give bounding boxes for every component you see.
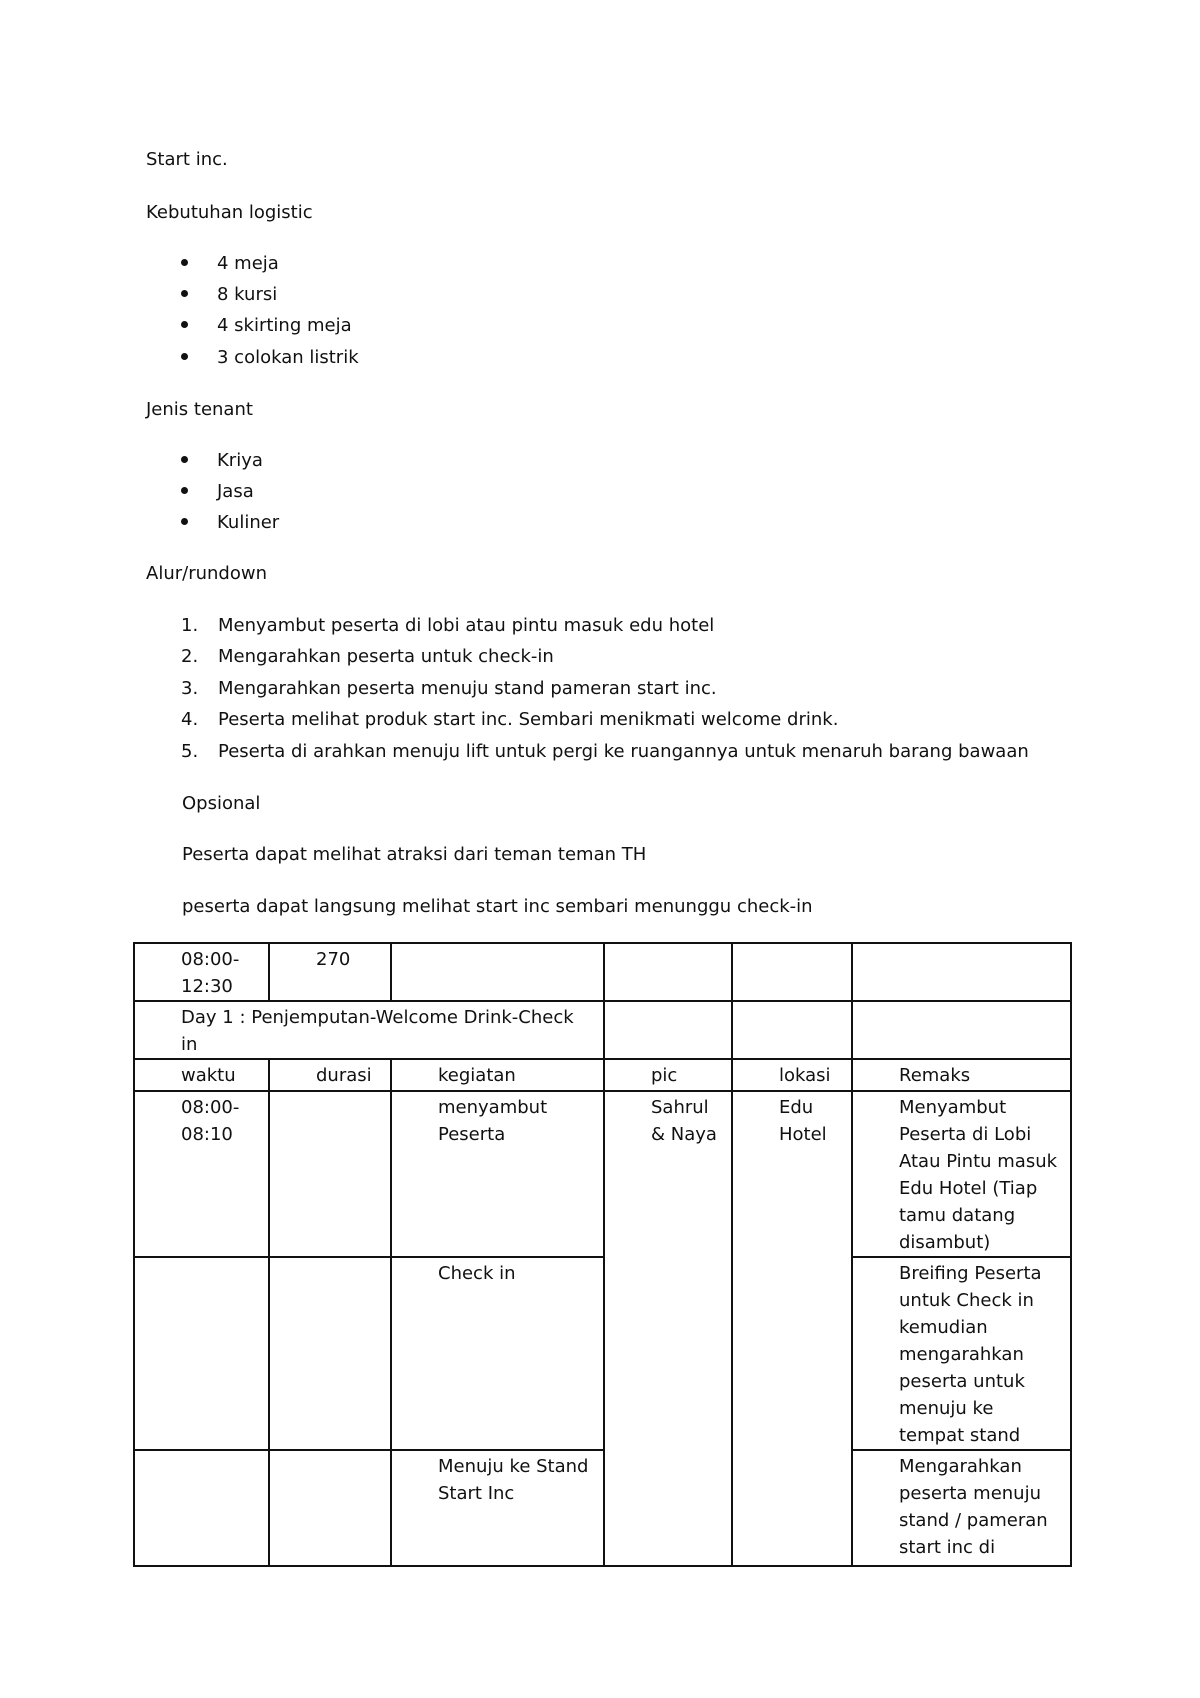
table-header-row	[134, 1059, 1071, 1091]
logistic-item: 3 colokan listrik	[181, 346, 359, 370]
table-day-row	[134, 1001, 1071, 1059]
bullet-icon	[181, 353, 188, 360]
cell-durasi	[269, 1091, 391, 1257]
logistic-heading: Kebutuhan logistic	[146, 202, 313, 223]
cell-remaks: Breifing Peserta untuk Check in kemudian mengarahkan peserta untuk menuju ke tempat stand	[852, 1257, 1071, 1450]
day-title-cell: Day 1 : Penjemputan-Welcome Drink-Check in	[134, 1001, 604, 1059]
header-pic: pic	[604, 1059, 732, 1091]
doc-title: Start inc.	[146, 149, 228, 170]
table-row	[134, 1257, 1071, 1450]
tenant-item: Kriya	[181, 449, 263, 473]
cell-durasi	[269, 1257, 391, 1450]
cell-kegiatan: Menuju ke Stand Start Inc	[391, 1450, 604, 1566]
header-durasi: durasi	[269, 1059, 391, 1091]
header-lokasi: lokasi	[732, 1059, 852, 1091]
top-duration-cell: 270	[269, 943, 391, 1001]
tenant-item: Kuliner	[181, 511, 279, 535]
table-top-row	[134, 943, 1071, 1001]
bullet-icon	[181, 259, 188, 266]
table-row	[134, 1450, 1071, 1566]
bullet-icon	[181, 456, 188, 463]
rundown-step: 5. Peserta di arahkan menuju lift untuk pergi ke ruangannya untuk menaruh barang bawaan	[181, 741, 1029, 762]
optional-heading: Opsional	[182, 793, 261, 814]
header-kegiatan: kegiatan	[391, 1059, 604, 1091]
empty-cell	[852, 1001, 1071, 1059]
bullet-icon	[181, 487, 188, 494]
rundown-table	[133, 942, 1072, 1567]
cell-kegiatan: menyambut Peserta	[391, 1091, 604, 1257]
rundown-step: 2. Mengarahkan peserta untuk check-in	[181, 646, 554, 667]
logistic-item: 8 kursi	[181, 283, 277, 307]
bullet-icon	[181, 290, 188, 297]
rundown-step: 4. Peserta melihat produk start inc. Sembari menikmati welcome drink.	[181, 709, 839, 730]
cell-waktu	[134, 1450, 269, 1566]
header-waktu: waktu	[134, 1059, 269, 1091]
bullet-icon	[181, 321, 188, 328]
cell-durasi	[269, 1450, 391, 1566]
header-remaks: Remaks	[852, 1059, 1071, 1091]
tenant-heading: Jenis tenant	[146, 399, 253, 420]
cell-lokasi: Edu Hotel	[732, 1091, 852, 1566]
empty-cell	[391, 943, 604, 1001]
empty-cell	[604, 943, 732, 1001]
logistic-item: 4 meja	[181, 252, 279, 276]
empty-cell	[732, 943, 852, 1001]
table-row	[134, 1091, 1071, 1257]
cell-remaks: Menyambut Peserta di Lobi Atau Pintu masuk Edu Hotel (Tiap tamu datang disambut)	[852, 1091, 1071, 1257]
cell-kegiatan: Check in	[391, 1257, 604, 1450]
empty-cell	[852, 943, 1071, 1001]
rundown-step: 1. Menyambut peserta di lobi atau pintu masuk edu hotel	[181, 615, 715, 636]
rundown-heading: Alur/rundown	[146, 563, 267, 584]
cell-remaks: Mengarahkan peserta menuju stand / pameran start inc di	[852, 1450, 1071, 1566]
optional-line: Peserta dapat melihat atraksi dari teman teman TH	[182, 844, 647, 865]
tenant-item: Jasa	[181, 480, 254, 504]
rundown-step: 3. Mengarahkan peserta menuju stand pameran start inc.	[181, 678, 717, 699]
cell-waktu	[134, 1257, 269, 1450]
logistic-item: 4 skirting meja	[181, 314, 352, 338]
top-time-cell: 08:00-12:30	[134, 943, 269, 1001]
empty-cell	[732, 1001, 852, 1059]
cell-waktu: 08:00-08:10	[134, 1091, 269, 1257]
cell-pic: Sahrul & Naya	[604, 1091, 732, 1566]
optional-line: peserta dapat langsung melihat start inc sembari menunggu check-in	[182, 896, 813, 917]
empty-cell	[604, 1001, 732, 1059]
bullet-icon	[181, 518, 188, 525]
